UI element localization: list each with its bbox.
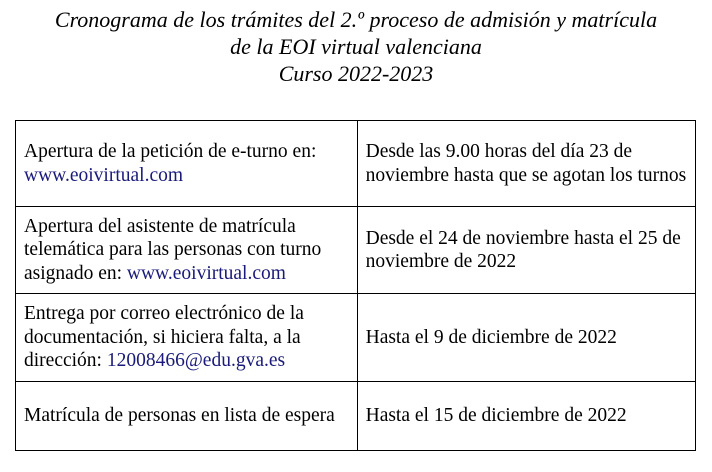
title-line-1: Cronograma de los trámites del 2.º proceso de admisión y matrícula	[54, 7, 658, 32]
date-cell: Desde el 24 de noviembre hasta el 25 de noviembre de 2022	[357, 207, 695, 294]
step-text: Entrega por correo electrónico de la documentación, si hiciera falta, a la dirección:	[24, 303, 304, 372]
date-cell: Desde las 9.00 horas del día 23 de noviembre hasta que se agotan los turnos	[357, 121, 695, 207]
step-cell	[16, 382, 358, 451]
table-row	[16, 121, 696, 207]
date-cell: Hasta el 9 de diciembre de 2022	[357, 294, 695, 382]
title-line-2: de la EOI virtual valenciana	[230, 34, 482, 59]
date-cell: Hasta el 15 de diciembre de 2022	[357, 382, 695, 451]
step-cell	[16, 207, 358, 294]
matricula-link[interactable]: www.eoivirtual.com	[126, 262, 286, 284]
step-text: Matrícula de personas en lista de espera	[24, 405, 335, 427]
title-line-3: Curso 2022-2023	[278, 61, 434, 86]
step-text: Apertura del asistente de matrícula telemática para las personas con turno asignado en:	[24, 215, 322, 284]
step-cell	[16, 294, 358, 382]
step-text: Apertura de la petición de e-turno en:	[24, 141, 317, 162]
table-row	[16, 294, 696, 382]
table-row	[16, 207, 696, 294]
schedule-table	[15, 120, 696, 451]
table-row	[16, 382, 696, 451]
email-link[interactable]: 12008466@edu.gva.es	[106, 350, 286, 372]
step-cell	[16, 121, 358, 207]
eturno-link[interactable]: www.eoivirtual.com	[24, 164, 184, 186]
document-title	[0, 6, 712, 87]
